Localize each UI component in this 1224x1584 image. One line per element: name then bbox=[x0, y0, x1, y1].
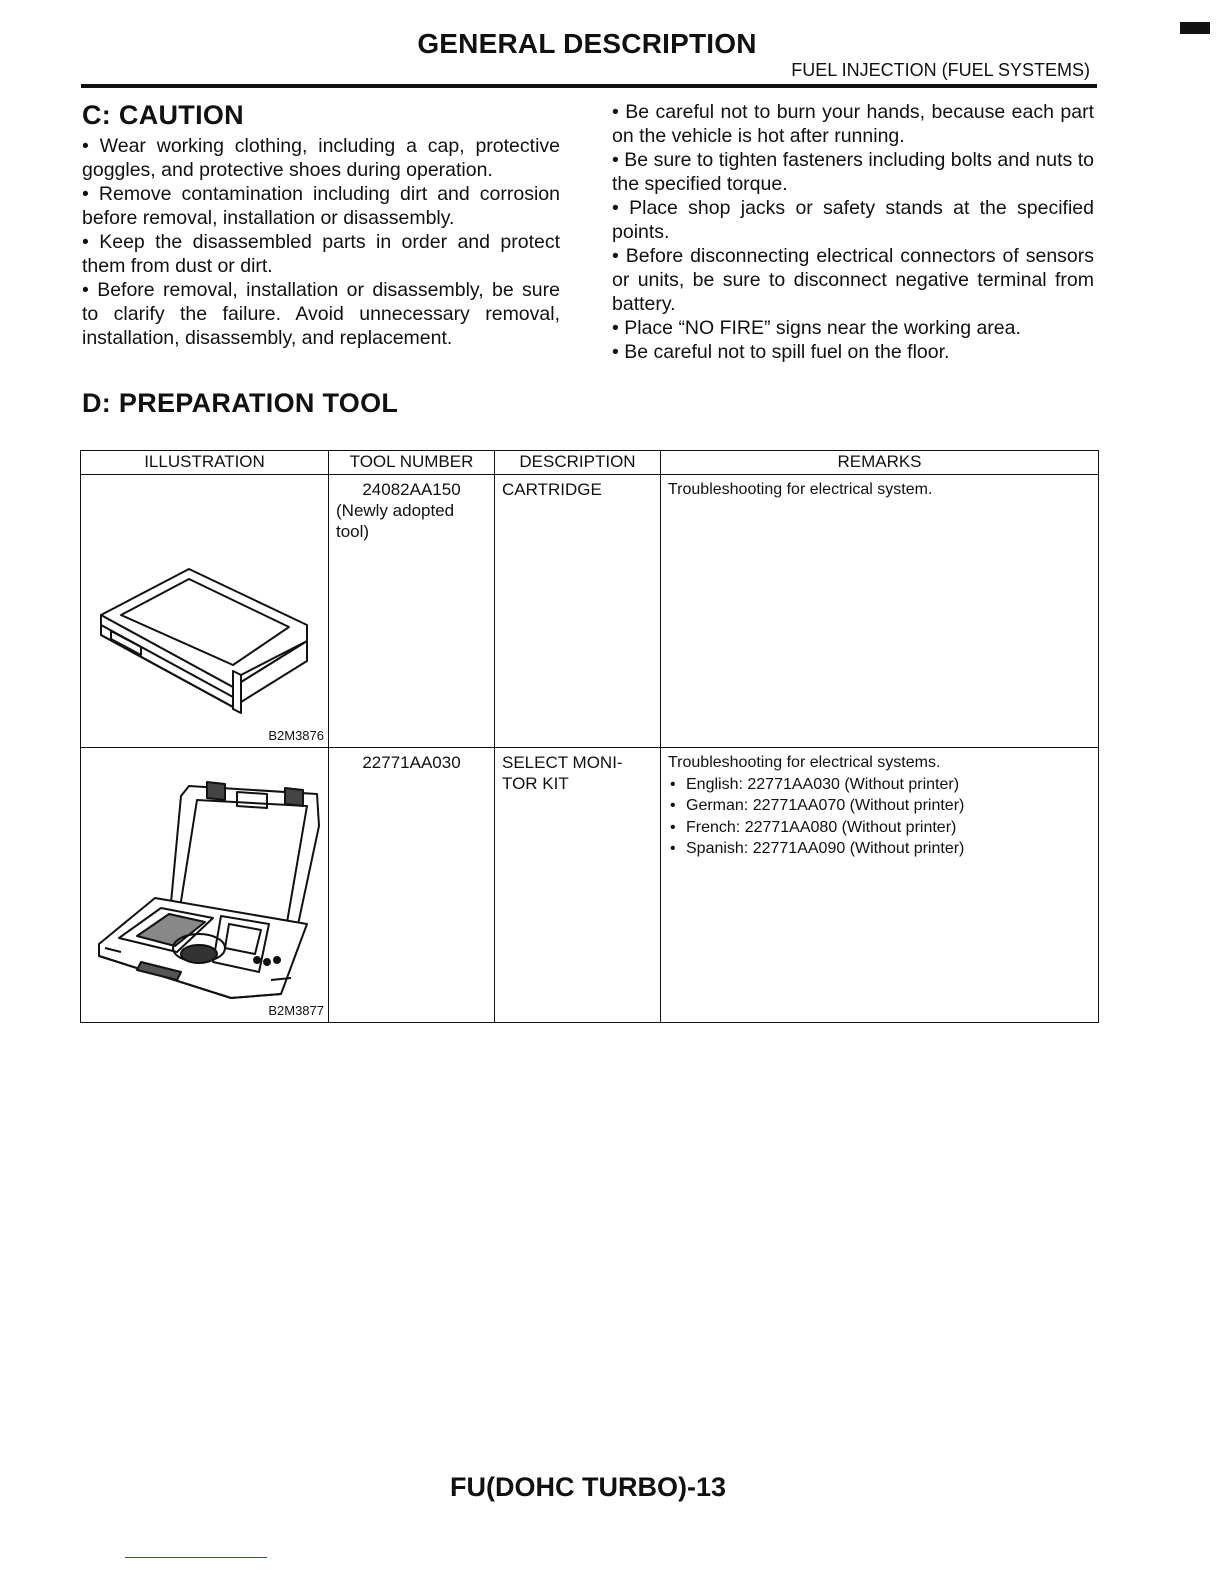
preparation-heading: D: PREPARATION TOOL bbox=[82, 388, 399, 418]
caution-heading: C: CAUTION bbox=[82, 100, 244, 130]
column-header-description: DESCRIPTION bbox=[495, 451, 661, 475]
remarks-text: Troubleshooting for electrical systems. bbox=[668, 754, 941, 771]
page-title: GENERAL DESCRIPTION bbox=[417, 28, 757, 59]
caution-item: • Wear working clothing, including a cap, protective goggles, and protective shoes during operation. bbox=[82, 135, 560, 181]
remarks-cell bbox=[661, 748, 1099, 1023]
select-monitor-kit-illustration bbox=[81, 748, 327, 1022]
list-item: • German: 22771AA070 (Without printer) bbox=[686, 795, 1091, 817]
tool-number: 22771AA030 bbox=[362, 753, 461, 772]
description-cell bbox=[495, 475, 661, 748]
illustration-cell bbox=[81, 748, 329, 1023]
tool-description: SELECT MONI-TOR KIT bbox=[502, 753, 623, 793]
list-item: • English: 22771AA030 (Without printer) bbox=[686, 774, 1091, 796]
list-item: • French: 22771AA080 (Without printer) bbox=[686, 817, 1091, 839]
caution-item: • Place shop jacks or safety stands at the specified points. bbox=[612, 197, 1094, 243]
caution-left-column bbox=[82, 100, 560, 350]
caution-item: • Be careful not to spill fuel on the floor. bbox=[612, 341, 950, 363]
caution-item: • Remove contamination including dirt and corrosion before removal, installation or disassembly. bbox=[82, 183, 560, 229]
column-header-illustration: ILLUSTRATION bbox=[81, 451, 329, 475]
tool-number-cell bbox=[329, 475, 495, 748]
caution-item: • Be sure to tighten fasteners including bolts and nuts to the specified torque. bbox=[612, 149, 1094, 195]
tool-number-cell bbox=[329, 748, 495, 1023]
cartridge-illustration bbox=[81, 475, 327, 747]
preparation-tool-table bbox=[80, 450, 1099, 1023]
column-header-remarks: REMARKS bbox=[661, 451, 1099, 475]
page-subtitle: FUEL INJECTION (FUEL SYSTEMS) bbox=[791, 60, 1090, 80]
list-item: • Spanish: 22771AA090 (Without printer) bbox=[686, 838, 1091, 860]
description-cell bbox=[495, 748, 661, 1023]
table-header-row bbox=[81, 451, 1099, 475]
page-number-label: FU(DOHC TURBO)-13 bbox=[450, 1472, 726, 1502]
tool-number: 24082AA150 bbox=[362, 480, 461, 499]
header-rule bbox=[81, 84, 1097, 88]
caution-item: • Before removal, installation or disassembly, be sure to clarify the failure. Avoid unnecessary removal, installation, disassembly, and replacement. bbox=[82, 279, 560, 349]
corner-tab-mark bbox=[1180, 22, 1210, 34]
tool-note: (Newly adopted tool) bbox=[336, 501, 455, 541]
figure-code: B2M3876 bbox=[268, 728, 324, 743]
remarks-list bbox=[668, 774, 1091, 860]
figure-code: B2M3877 bbox=[268, 1003, 324, 1018]
caution-item: • Keep the disassembled parts in order and protect them from dust or dirt. bbox=[82, 231, 560, 277]
footer-underline bbox=[125, 1557, 267, 1558]
column-header-tool-number: TOOL NUMBER bbox=[329, 451, 495, 475]
caution-right-column bbox=[612, 100, 1094, 364]
remarks-block bbox=[661, 475, 1098, 501]
caution-item: • Before disconnecting electrical connectors of sensors or units, be sure to disconnect negative terminal from battery. bbox=[612, 245, 1094, 315]
tool-description: CARTRIDGE bbox=[502, 480, 602, 499]
remarks-text: Troubleshooting for electrical system. bbox=[668, 481, 933, 498]
remarks-cell bbox=[661, 475, 1099, 748]
caution-item: • Place “NO FIRE” signs near the working area. bbox=[612, 317, 1021, 339]
caution-item: • Be careful not to burn your hands, because each part on the vehicle is hot after running. bbox=[612, 101, 1094, 147]
illustration-cell bbox=[81, 475, 329, 748]
table-row bbox=[81, 475, 1099, 748]
table-row bbox=[81, 748, 1099, 1023]
remarks-block bbox=[661, 748, 1098, 860]
